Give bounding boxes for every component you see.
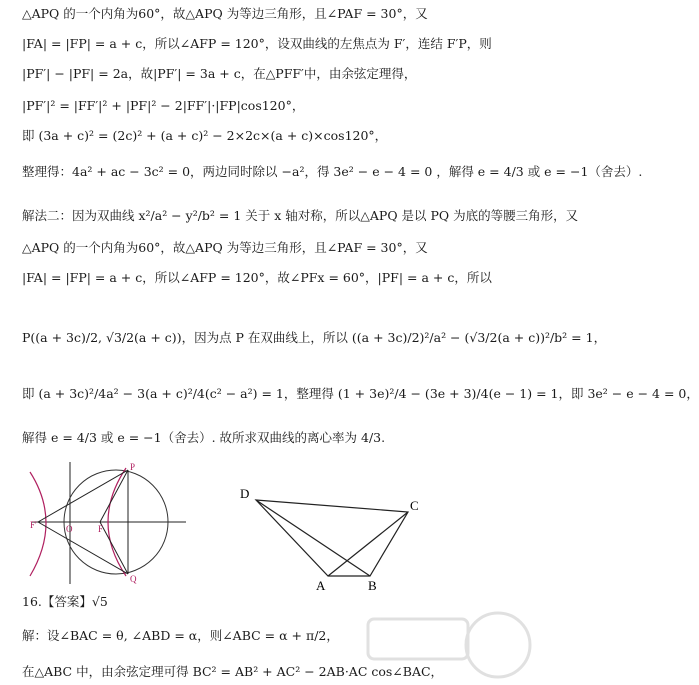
label-q: Q [130, 574, 137, 584]
text-line: 解法二：因为双曲线 x²/a² − y²/b² = 1 关于 x 轴对称，所以△APQ 是以 PQ 为底的等腰三角形，又 [22, 208, 579, 223]
diagonal-ac [328, 512, 408, 576]
text-line: 16.【答案】√5 [22, 594, 108, 609]
label-p: P [130, 462, 136, 472]
quadrilateral-figure [236, 482, 432, 592]
text-line: P((a + 3c)/2, √3/2(a + c))，因为点 P 在双曲线上，所以 ((a + 3c)/2)²/a² − (√3/2(a + c))²/b² = 1， [22, 330, 607, 345]
label-f-prime: F′ [30, 520, 37, 530]
quadrilateral-abcd [256, 500, 408, 576]
text-line: 在△ABC 中，由余弦定理可得 BC² = AB² + AC² − 2AB·AC cos∠BAC， [22, 664, 444, 679]
watermark-logo [358, 605, 538, 685]
text-line: △APQ 的一个内角为60°，故△APQ 为等边三角形，且∠PAF = 30°，又 [22, 6, 428, 21]
label-d: D [240, 486, 250, 501]
text-line: |FA| = |FP| = a + c，所以∠AFP = 120°，设双曲线的左焦点为 F′，连结 F′P，则 [22, 36, 492, 51]
label-a: A [316, 578, 326, 593]
label-c: C [410, 498, 419, 513]
label-o: O [66, 524, 73, 534]
text-line: △APQ 的一个内角为60°，故△APQ 为等边三角形，且∠PAF = 30°，又 [22, 240, 428, 255]
text-line: |FA| = |FP| = a + c，所以∠AFP = 120°，故∠PFx = 60°，|PF| = a + c，所以 [22, 270, 492, 285]
text-line: 解：设∠BAC = θ, ∠ABD = α，则∠ABC = α + π/2， [22, 628, 339, 643]
label-b: B [368, 578, 377, 593]
text-line: 整理得：4a² + ac − 3c² = 0，两边同时除以 −a²，得 3e² − e − 4 = 0 ，解得 e = 4/3 或 e = −1（舍去）. [22, 164, 643, 179]
diagonal-db [256, 500, 370, 576]
text-line: 即 (3a + c)² = (2c)² + (a + c)² − 2×2c×(a + c)×cos120°， [22, 128, 388, 143]
label-f: F [98, 524, 104, 534]
text-line: 即 (a + 3c)²/4a² − 3(a + c)²/4(c² − a²) = 1，整理得 (1 + 3e)²/4 − (3e + 3)/4(e − 1) = 1，即 3e² − e − 4 = 0， [22, 386, 699, 401]
text-line: |PF′|² = |FF′|² + |PF|² − 2|FF′|·|FP|cos120°， [22, 98, 305, 113]
text-line: 解得 e = 4/3 或 e = −1（舍去）. 故所求双曲线的离心率为 4/3. [22, 430, 386, 445]
hyperbola-figure [28, 458, 188, 588]
text-line: |PF′| − |PF| = 2a，故|PF′| = 3a + c，在△PFF′中，由余弦定理得， [22, 66, 417, 81]
